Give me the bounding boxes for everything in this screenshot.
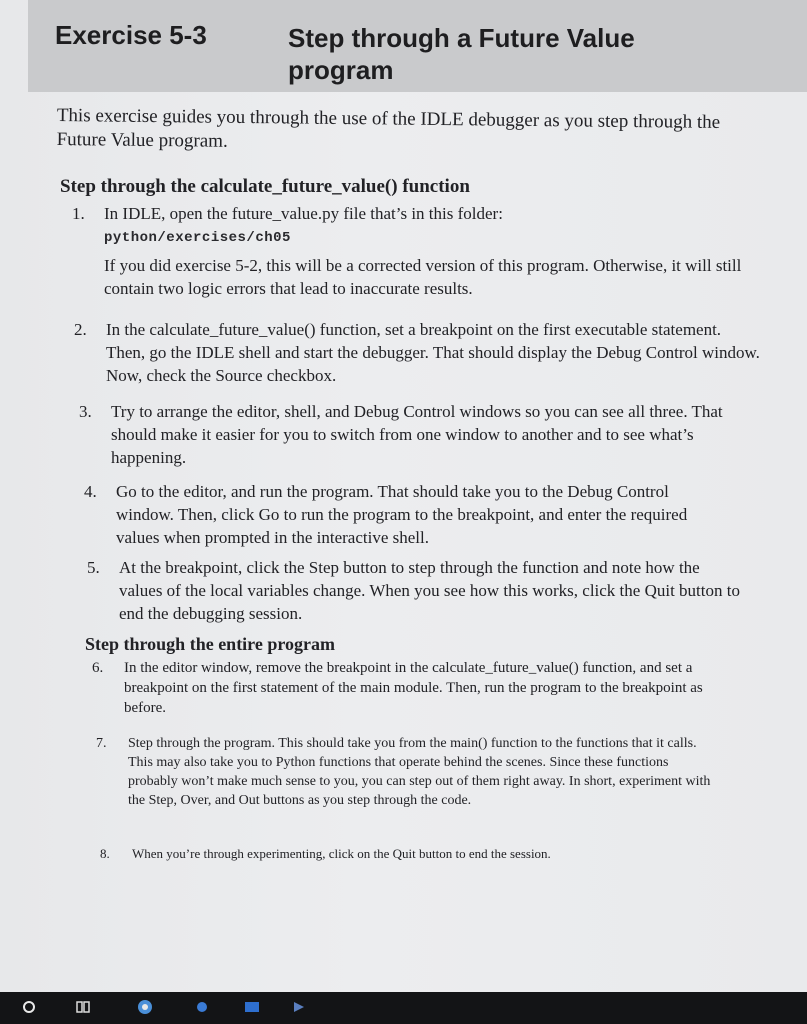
folder-path: python/exercises/ch05 <box>104 230 291 246</box>
item-text: Try to arrange the editor, shell, and Debug Control windows so you can see all three. That should make it easier for you to switch from one window to another and to see what’s happening. <box>111 402 723 467</box>
item-text: At the breakpoint, click the Step button to step through the function and note how the values of the local variables change. When you see how this works, click the Quit button to end the debugging session. <box>119 558 740 623</box>
list-item <box>72 202 764 300</box>
taskbar <box>0 992 807 1024</box>
exercise-number: Exercise 5-3 <box>55 20 207 50</box>
item-text: Go to the editor, and run the program. That should take you to the Debug Control window. Then, click Go to run the program to the breakpoint, and enter the required values when prompted in the interactive shell. <box>116 482 688 547</box>
item-number: 3. <box>79 402 92 421</box>
list-item <box>84 480 726 549</box>
item-number: 4. <box>84 482 97 501</box>
item-number: 6. <box>92 660 104 676</box>
intro-paragraph: This exercise guides you through the use of the IDLE debugger as you step through the Future Value program. <box>56 104 721 152</box>
item-number: 5. <box>87 558 100 577</box>
item-text: In IDLE, open the future_value.py file that’s in this folder: <box>104 204 503 223</box>
search-icon[interactable] <box>22 1000 36 1014</box>
item-text: In the editor window, remove the breakpoint in the calculate_future_value() function, and set a breakpoint on the first statement of the main module. Then, run the program to the breakpoint as before. <box>124 660 703 716</box>
list-item <box>100 845 692 863</box>
item-number: 8. <box>100 846 110 861</box>
item-number: 7. <box>96 736 107 751</box>
task-view-icon[interactable] <box>76 1000 90 1014</box>
settings-icon[interactable] <box>195 1000 209 1014</box>
list-item <box>92 658 736 718</box>
chrome-icon[interactable] <box>137 999 153 1015</box>
item-text: When you’re through experimenting, click on the Quit button to end the session. <box>132 846 551 861</box>
item-number: 1. <box>72 204 85 223</box>
item-text: If you did exercise 5-2, this will be a corrected version of this program. Otherwise, it will still contain two logic errors that lead to inaccurate results. <box>104 256 742 298</box>
idle-icon[interactable] <box>292 1000 306 1014</box>
list-item <box>79 400 741 469</box>
section-heading: Step through the calculate_future_value() function <box>60 176 470 197</box>
section-heading: Step through the entire program <box>85 634 335 654</box>
list-item <box>87 556 741 625</box>
list-item <box>74 318 762 387</box>
item-number: 2. <box>74 320 87 339</box>
item-text: Step through the program. This should take you from the main() function to the functions that it calls. This may also take you to Python functions that operate behind the scenes. Since these functions probably won’t make much sense to you, you can step out of them right away. In short, experiment with the Step, Over, and Out buttons as you step through the code. <box>128 736 711 808</box>
list-item <box>96 734 718 810</box>
item-text: In the calculate_future_value() function, set a breakpoint on the first executable statement. Then, go the IDLE shell and start the debugger. That should display the Debug Control window. Now, check the Source checkbox. <box>106 320 760 385</box>
exercise-title: Step through a Future Value program <box>288 23 635 85</box>
files-icon[interactable] <box>244 1000 260 1014</box>
